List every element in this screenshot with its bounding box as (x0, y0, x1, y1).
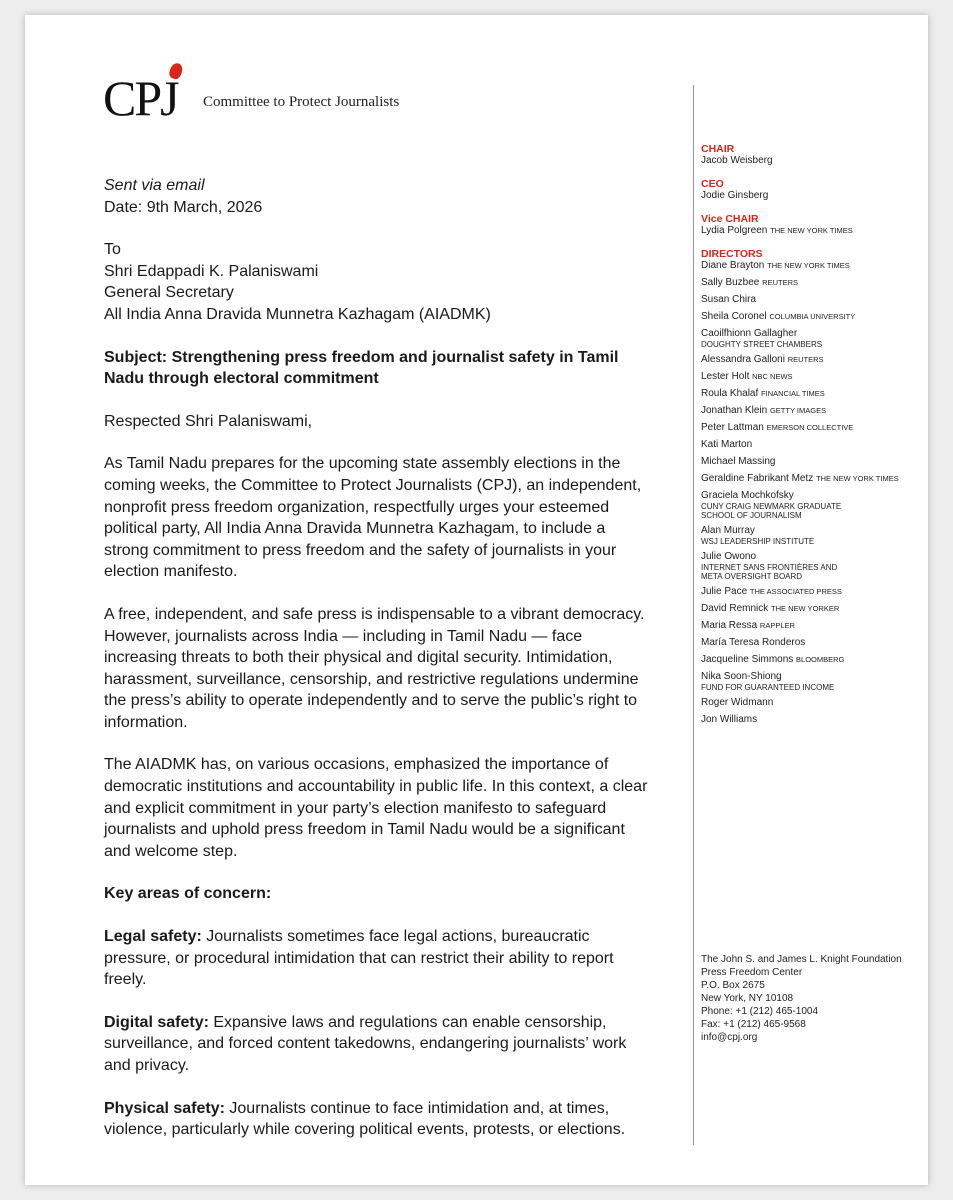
director-entry (701, 697, 931, 709)
recipient-title: General Secretary (104, 284, 234, 302)
chair-label: CHAIR (701, 143, 735, 155)
director-name: Nika Soon-Shiong (701, 671, 782, 682)
director-entry (701, 405, 931, 417)
to-label: To (104, 241, 121, 259)
address-line: New York, NY 10108 (701, 993, 794, 1004)
director-name: Maria Ressa (701, 620, 758, 631)
director-entry (701, 620, 931, 632)
director-org: EMERSON COLLECTIVE (766, 423, 854, 432)
chair-name: Jacob Weisberg (701, 155, 773, 166)
director-entry (701, 388, 931, 400)
directors-list (701, 260, 931, 726)
director-name: Susan Chira (701, 294, 757, 305)
letter-body (104, 175, 652, 1162)
director-entry (701, 671, 931, 692)
director-entry (701, 456, 931, 468)
director-name: David Remnick (701, 603, 769, 614)
director-entry (701, 371, 931, 383)
director-name: Graciela Mochkofsky (701, 490, 794, 501)
director-name: Sally Buzbee (701, 277, 760, 288)
director-entry (701, 525, 931, 546)
address-block (701, 953, 902, 1044)
director-name: Sheila Coronel (701, 311, 767, 322)
director-org: THE NEW YORK TIMES (767, 261, 850, 270)
ceo-name: Jodie Ginsberg (701, 190, 769, 201)
address-line: P.O. Box 2675 (701, 980, 765, 991)
sent-via: Sent via email (104, 177, 205, 194)
director-entry (701, 654, 931, 666)
director-entry (701, 714, 931, 726)
directors-label: DIRECTORS (701, 248, 763, 260)
director-entry (701, 603, 931, 615)
director-entry (701, 473, 931, 485)
director-name: Julie Pace (701, 586, 748, 597)
director-entry (701, 422, 931, 434)
phone: Phone: +1 (212) 465-1004 (701, 1006, 819, 1017)
director-name: Alan Murray (701, 525, 755, 536)
director-entry (701, 277, 931, 289)
vice-chair-label: Vice CHAIR (701, 213, 759, 225)
director-org: REUTERS (787, 355, 824, 364)
director-name: Roger Widmann (701, 697, 774, 708)
recipient-org: All India Anna Dravida Munnetra Kazhagam (AIADMK) (104, 305, 491, 323)
director-name: Caoilfhionn Gallagher (701, 328, 798, 339)
director-name: Michael Massing (701, 456, 776, 467)
logo-mark: CPJ (103, 70, 178, 126)
letter-page (25, 15, 928, 1185)
director-org: INTERNET SANS FRONTIÈRES AND (701, 563, 838, 572)
salutation: Respected Shri Palaniswami, (104, 412, 313, 430)
director-org: THE NEW YORK TIMES (816, 474, 899, 483)
divider (693, 85, 694, 1145)
director-name: María Teresa Ronderos (701, 637, 806, 648)
org-name: Committee to Protect Journalists (203, 94, 400, 110)
director-org: WSJ LEADERSHIP INSTITUTE (701, 537, 815, 546)
director-name: Geraldine Fabrikant Metz (701, 473, 814, 484)
director-entry (701, 294, 931, 306)
director-entry (701, 586, 931, 598)
director-name: Alessandra Galloni (701, 354, 785, 365)
concern-text: Expansive laws and regulations can enable censorship, surveillance, and forced content takedowns, endangering journalists’ work and privacy. (104, 1013, 627, 1074)
director-name: Kati Marton (701, 439, 753, 450)
concern-label: Legal safety: (104, 928, 202, 946)
director-name: Jonathan Klein (701, 405, 768, 416)
director-org: NBC NEWS (752, 372, 793, 381)
director-org: BLOOMBERG (796, 655, 845, 664)
board-list (701, 143, 931, 731)
email[interactable]: info@cpj.org (701, 1032, 758, 1043)
director-org: THE ASSOCIATED PRESS (749, 587, 842, 596)
director-org: DOUGHTY STREET CHAMBERS (701, 340, 823, 349)
director-entry (701, 490, 931, 520)
director-name: Jon Williams (701, 714, 758, 725)
concern-physical (104, 1098, 652, 1141)
director-entry (701, 637, 931, 649)
director-org: COLUMBIA UNIVERSITY (769, 312, 856, 321)
vice-chair-name: Lydia Polgreen (701, 225, 768, 236)
director-entry (701, 311, 931, 323)
paragraph: As Tamil Nadu prepares for the upcoming state assembly elections in the coming weeks, the Committee to Protect Journalists (CPJ), an independent, nonprofit press freedom organization, respectfully urges your esteemed political party, All India Anna Dravida Munnetra Kazhagam, to include a strong commitment to press freedom and the safety of journalists in your election manifesto. (104, 455, 642, 581)
subject: Subject: Strengthening press freedom and journalist safety in Tamil Nadu through electoral commitment (104, 348, 619, 388)
director-org: REUTERS (762, 278, 798, 287)
director-org: RAPPLER (759, 621, 795, 630)
director-entry (701, 439, 931, 451)
ceo-label: CEO (701, 178, 724, 190)
vice-chair-org: THE NEW YORK TIMES (770, 226, 853, 235)
date: Date: 9th March, 2026 (104, 198, 263, 216)
director-entry (701, 328, 931, 349)
director-entry (701, 260, 931, 272)
director-name: Peter Lattman (701, 422, 764, 433)
director-name: Lester Holt (701, 371, 750, 382)
vice-chair (701, 225, 931, 237)
concern-label: Digital safety: (104, 1013, 209, 1031)
fax: Fax: +1 (212) 465-9568 (701, 1019, 806, 1030)
director-org: THE NEW YORKER (771, 604, 840, 613)
director-org: FUND FOR GUARANTEED INCOME (701, 683, 835, 692)
paragraph: The AIADMK has, on various occasions, emphasized the importance of democratic institutions and accountability in public life. In this context, a clear and explicit commitment in your party’s election manifesto to safeguard journalists and uphold press freedom in Tamil Nadu would be a significant and welcome step. (104, 756, 648, 860)
paragraph: A free, independent, and safe press is indispensable to a vibrant democracy. However, journalists across India — including in Tamil Nadu — face increasing threats to both their physical and digital security. Intimidation, harassment, surveillance, censorship, and restrictive regulations undermine the press’s ability to operate independently and to serve the public’s right to information. (104, 605, 645, 731)
director-org: FINANCIAL TIMES (761, 389, 825, 398)
concern-text: Journalists sometimes face legal actions, bureaucratic pressure, or procedural intimidation that can restrict their ability to report freely. (104, 928, 614, 989)
concern-text: Journalists continue to face intimidation and, at times, violence, particularly while covering political events, protests, or elections. (104, 1099, 626, 1139)
address-line: Press Freedom Center (701, 967, 803, 978)
director-entry (701, 551, 931, 581)
concern-digital (104, 1012, 652, 1077)
concerns-heading: Key areas of concern: (104, 885, 272, 903)
director-org: META OVERSIGHT BOARD (701, 572, 803, 581)
director-org: GETTY IMAGES (769, 406, 827, 415)
address-line: The John S. and James L. Knight Foundation (701, 954, 902, 965)
director-name: Roula Khalaf (701, 388, 759, 399)
concern-legal (104, 926, 652, 991)
recipient-name: Shri Edappadi K. Palaniswami (104, 262, 319, 280)
director-name: Jacqueline Simmons (701, 654, 794, 665)
concern-label: Physical safety: (104, 1099, 225, 1117)
director-org: CUNY CRAIG NEWMARK GRADUATE (701, 502, 842, 511)
director-name: Diane Brayton (701, 260, 765, 271)
director-org: SCHOOL OF JOURNALISM (701, 511, 802, 520)
director-entry (701, 354, 931, 366)
director-name: Julie Owono (701, 551, 757, 562)
